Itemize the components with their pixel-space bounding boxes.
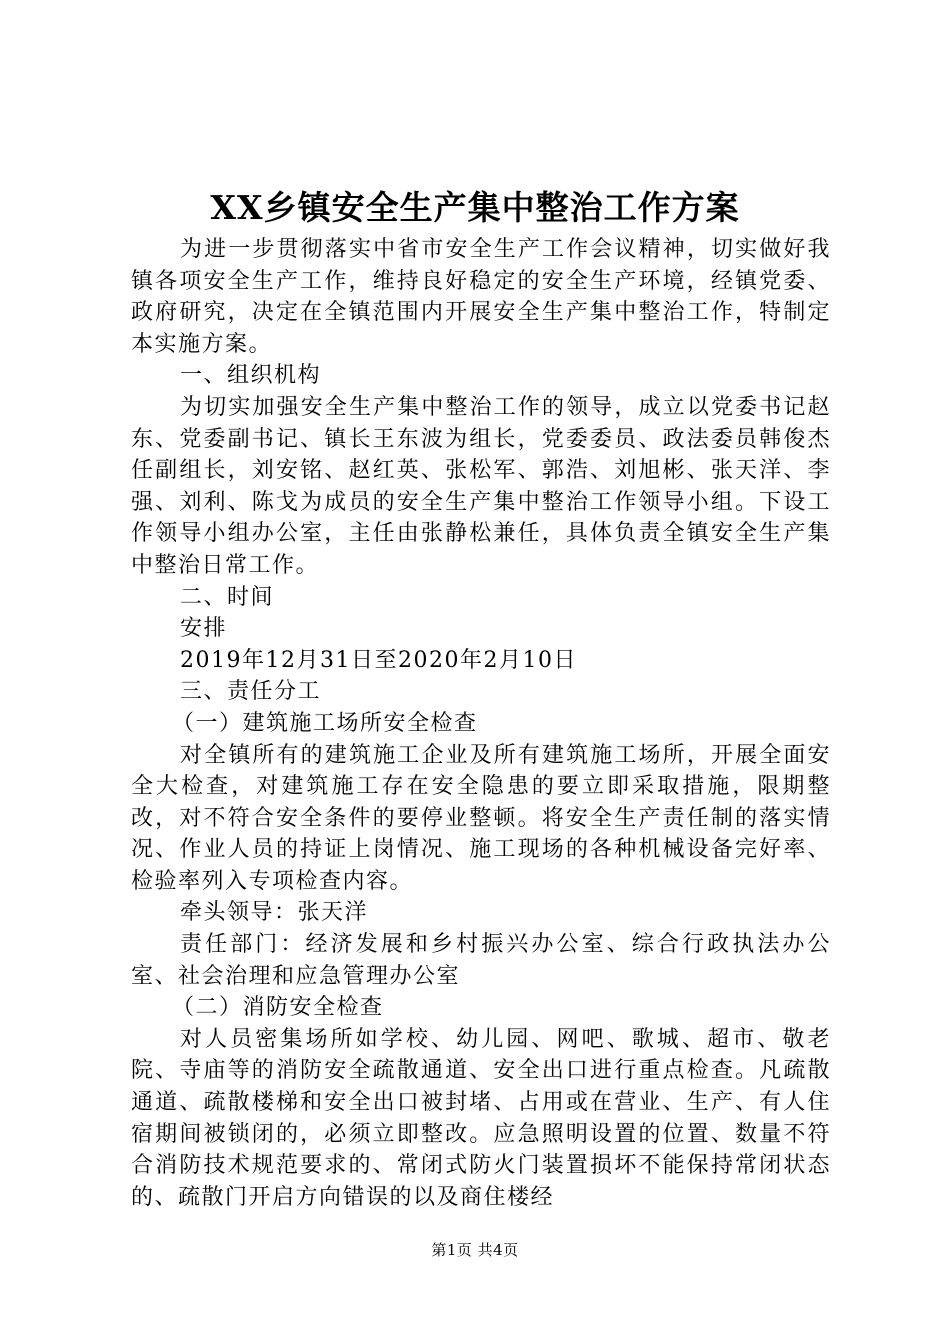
- page-footer: 第1页 共4页: [431, 1241, 519, 1259]
- section-heading-time: 二、时间: [180, 584, 275, 610]
- fire-safety-paragraph: 对人员密集场所如学校、幼儿园、网吧、歌城、超市、敬老院、寺庙等的消防安全疏散通道、安全出口进行重点检查。凡疏散通道、疏散楼梯和安全出口被封堵、占用或在营业、生产、有人住宿期间被锁闭的，必须立即整改。应急照明设置的位置、数量不符合消防技术规范要求的、常闭式防火门装置损坏不能保持常闭状态的、疏散门开启方向错误的以及商住楼经: [131, 1026, 831, 1210]
- time-range: 2019年12月31日至2020年2月10日: [180, 647, 577, 673]
- intro-paragraph: 为进一步贯彻落实中省市安全生产工作会议精神，切实做好我镇各项安全生产工作，维持良好稳定的安全生产环境，经镇党委、政府研究，决定在全镇范围内开展安全生产集中整治工作，特制定本实施方案。: [131, 237, 831, 357]
- construction-leader: 牵头领导：张天洋: [180, 900, 369, 926]
- document-body: [131, 234, 831, 1213]
- construction-department: 责任部门：经济发展和乡村振兴办公室、综合行政执法办公室、社会治理和应急管理办公室: [131, 932, 831, 989]
- organization-paragraph: 为切实加强安全生产集中整治工作的领导，成立以党委书记赵东、党委副书记、镇长王东波为组长，党委委员、政法委员韩俊杰任副组长，刘安铭、赵红英、张松军、郭浩、刘旭彬、张天洋、李强、刘利、陈戈为成员的安全生产集中整治工作领导小组。下设工作领导小组办公室，主任由张静松兼任，具体负责全镇安全生产集中整治日常工作。: [131, 394, 831, 578]
- item-heading-construction: （一）建筑施工场所安全检查: [172, 710, 478, 736]
- document-title: XX乡镇安全生产集中整治工作方案: [210, 188, 740, 227]
- section-heading-organization: 一、组织机构: [180, 363, 322, 389]
- construction-paragraph: 对全镇所有的建筑施工企业及所有建筑施工场所，开展全面安全大检查，对建筑施工存在安全隐患的要立即采取措施，限期整改，对不符合安全条件的要停业整顿。将安全生产责任制的落实情况、作业人员的持证上岗情况、施工现场的各种机械设备完好率、检验率列入专项检查内容。: [131, 742, 831, 894]
- section-heading-responsibility: 三、责任分工: [180, 679, 322, 705]
- item-heading-fire-safety: （二）消防安全检查: [172, 995, 384, 1021]
- time-subheading: 安排: [180, 616, 228, 642]
